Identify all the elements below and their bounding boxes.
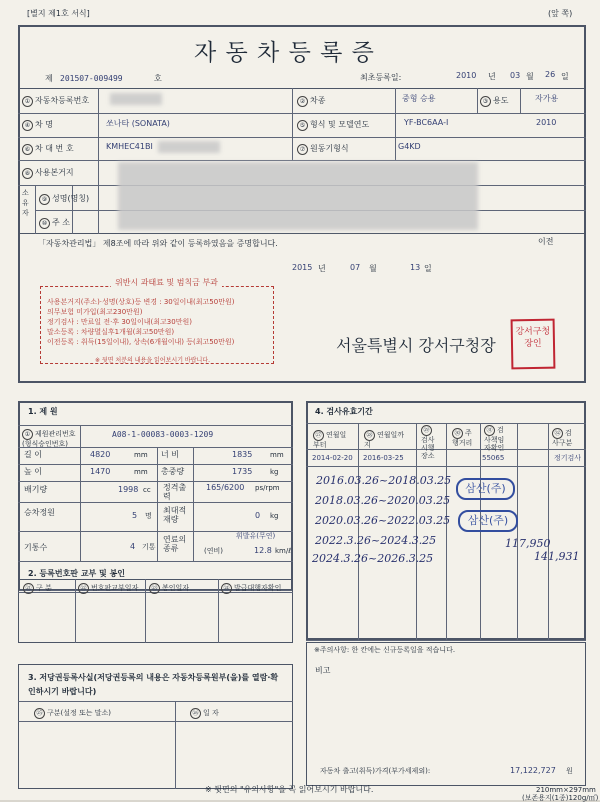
approval-label-text: 제원관리번호(형식승인번호) [22, 430, 76, 448]
paper-size: 210mm×297mm [536, 786, 596, 794]
day-label: 일 [561, 72, 569, 81]
usage-value: 자가용 [535, 94, 559, 103]
circle-8: ⑧ [22, 168, 33, 179]
circle-23: ㉓ [149, 583, 160, 594]
circle-32: ㉜ [552, 428, 563, 439]
engine-type-value: G4KD [398, 142, 421, 151]
first-reg-month: 03 [510, 71, 521, 80]
agent-label [221, 583, 281, 594]
approval-value: A08-1-00083-0003-1209 [112, 430, 214, 439]
circle-11: ① [22, 429, 33, 440]
model-value: YF-BC6AA-I [404, 118, 449, 127]
circle-31: ㉛ [484, 425, 495, 436]
seal-label [149, 583, 189, 594]
owner-address-label [39, 218, 70, 229]
plate-number-label [78, 583, 138, 594]
vin-label [22, 144, 74, 155]
plate-section-title: 2. 등록번호판 교부 및 봉인 [28, 569, 126, 578]
displacement-label: 배기량 [24, 485, 48, 494]
inspection-place-label [421, 425, 439, 460]
power-label: 정격출력 [163, 483, 187, 501]
inspection-type-label [552, 428, 576, 447]
issue-day-label: 일 [424, 264, 432, 273]
r9-label: 성명(명칭) [52, 194, 90, 203]
r1-label: 자동차등록번호 [35, 96, 90, 105]
length-value: 4820 [90, 450, 111, 459]
document-title: 자 동 차 등 록 증 [194, 40, 375, 66]
circle-5: ⑤ [297, 120, 308, 131]
remarks-label: 비고 [315, 666, 331, 675]
r8-label: 사용본거지 [35, 168, 74, 177]
redacted-vin [158, 141, 220, 153]
redacted-registration-number [110, 93, 162, 105]
paper-type: (보존용지(1종)120g/㎡) [522, 794, 599, 802]
form-number: [별지 제1호 서식] [27, 9, 90, 18]
r3-label: 용도 [493, 96, 509, 105]
first-registration-label: 최초등록일: [360, 73, 402, 82]
power-value: 165/6200 [206, 483, 245, 492]
cylinders-label: 기통수 [24, 543, 48, 552]
circle-25: ㉕ [34, 708, 45, 719]
inspection-start-text: 연월일부터 [313, 431, 347, 449]
inspection-section-title: 4. 검사유효기간 [315, 407, 373, 416]
handwritten-row-5: 2024.3.26~2026.3.25 [312, 552, 434, 565]
penalty-item-4: 말소등록 : 차량멸실후1개월(최고50만원) [47, 328, 175, 336]
displacement-unit: cc [143, 486, 151, 494]
circle-6: ⑥ [22, 144, 33, 155]
efficiency-value: 12.8 [254, 546, 272, 555]
officer-text: 검사책임자확인 [484, 426, 505, 452]
mileage-text: 주행거리 [452, 429, 473, 447]
inspection-note: ※주의사항: 한 칸에는 신규등록일을 적습니다. [314, 646, 456, 654]
first-reg-day: 26 [545, 70, 556, 79]
width-value: 1835 [232, 450, 253, 459]
engine-type-label [297, 144, 349, 155]
height-unit: mm [134, 468, 148, 476]
front-side-label: (앞 쪽) [548, 9, 573, 18]
circle-24: ㉔ [221, 583, 232, 594]
plate-number-text: 번호판교부일자 [91, 584, 139, 592]
car-name-label [22, 120, 53, 131]
price-unit: 원 [566, 767, 573, 775]
weight-label: 총중량 [161, 467, 185, 476]
approval-label [22, 429, 80, 448]
r10-label: 주 소 [52, 218, 70, 227]
max-load-label: 최대적재량 [163, 506, 187, 524]
penalty-footer: ※ 뒷면 처분의 내용을 읽어보시기 바랍니다. [95, 357, 211, 364]
mileage-note: 141,931 [534, 550, 580, 563]
capacity-value: 5 [132, 511, 138, 520]
issue-month: 07 [350, 263, 361, 272]
r6-label: 차 대 번 호 [35, 144, 74, 153]
issue-month-label: 월 [369, 264, 377, 273]
handwritten-row-1: 2016.03.26~2018.03.25 [316, 474, 452, 487]
issuer-name: 서울특별시 강서구청장 [336, 336, 496, 355]
power-unit: ps/rpm [255, 484, 280, 492]
penalty-item-3: 정기검사 : 만료일 전·후 30일이내(최고30만원) [47, 318, 192, 326]
model-label [297, 120, 369, 131]
row1-start: 2014-02-20 [312, 454, 353, 462]
row1-end: 2016-03-25 [363, 454, 404, 462]
cert-suffix: 호 [154, 74, 162, 83]
remarks-box [306, 642, 586, 786]
price-value: 17,122,727 [510, 766, 556, 775]
circle-30: ㉚ [452, 428, 463, 439]
circle-26: ㉖ [190, 708, 201, 719]
circle-10: ⑩ [39, 218, 50, 229]
footer-note: ※ 뒷면의 "유의사항"을 꼭 읽어보시기 바랍니다. [205, 785, 374, 794]
cert-prefix: 제 [45, 74, 53, 83]
plate-type-label [23, 583, 52, 594]
inspection-start-label [313, 430, 353, 449]
circle-7: ⑦ [297, 144, 308, 155]
r4-label: 차 명 [35, 120, 53, 129]
fuel-value: 휘발유(무연) [236, 532, 276, 540]
row1-mileage: 55065 [482, 454, 505, 462]
mortgage-type-label [34, 708, 111, 719]
circle-29: ㉙ [421, 425, 432, 436]
displacement-value: 1998 [118, 485, 139, 494]
efficiency-unit: km/ℓ [275, 547, 292, 555]
usage-label [480, 96, 508, 107]
fuel-label: 연료의종류 [163, 535, 187, 553]
circle-2: ② [297, 96, 308, 107]
inspection-type-text: 검사구분 [552, 429, 573, 447]
inspection-stamp-1: 삼산(주) [456, 478, 515, 500]
owner-side-label: 소 유 자 [22, 189, 29, 217]
penalty-notice-box [40, 278, 274, 364]
first-reg-year: 2010 [456, 71, 477, 80]
length-label: 길 이 [24, 450, 42, 459]
capacity-unit: 명 [145, 512, 152, 520]
year-label: 년 [488, 72, 496, 81]
certification-statement: 「자동차관리법」 제8조에 따라 위와 같이 등록하였음을 증명합니다. [38, 239, 278, 248]
circle-28: ㉘ [364, 430, 375, 441]
mortgage-date-label [190, 708, 219, 719]
issuer-seal: 강서구청장인 [511, 319, 556, 370]
penalty-title: 위반시 과태료 및 범칙금 부과 [111, 277, 222, 288]
circle-3: ③ [480, 96, 491, 107]
car-type-value: 중형 승용 [402, 94, 436, 103]
circle-9: ⑨ [39, 194, 50, 205]
r5-label: 형식 및 모델연도 [310, 120, 370, 129]
plate-type-text: 구 분 [36, 584, 52, 592]
car-name-value: 쏘나타 (SONATA) [106, 119, 170, 128]
month-label: 월 [526, 72, 534, 81]
previous-label: 이전 [538, 237, 554, 246]
width-unit: mm [270, 451, 284, 459]
model-year: 2010 [536, 118, 557, 127]
issue-day: 13 [410, 263, 421, 272]
handwritten-row-2: 2018.03.26~2020.03.25 [315, 494, 451, 507]
cylinders-unit: 기통 [142, 543, 156, 551]
penalty-item-2: 의무보험 미가입(최고230만원) [47, 308, 143, 316]
circle-22: ㉒ [78, 583, 89, 594]
redacted-owner-information [118, 162, 478, 230]
mileage-label [452, 428, 474, 447]
penalty-item-1: 사용본거지(주소)·성명(상호)등 변경 : 30일이내(최고50만원) [47, 298, 235, 306]
mortgage-date-text: 일 자 [203, 709, 219, 717]
seal-text: 봉인일자 [162, 584, 190, 592]
penalty-item-5: 이전등록 : 취득(15일이내), 상속(6개월이내) 등(최고50만원) [47, 338, 235, 346]
mileage-note-2: 117,950 [505, 537, 551, 550]
r2-label: 차종 [310, 96, 326, 105]
handwritten-row-3: 2020.03.26~2022.03.25 [315, 514, 451, 527]
circle-27: ㉗ [313, 430, 324, 441]
length-unit: mm [134, 451, 148, 459]
inspection-end-label [364, 430, 410, 449]
row1-type: 정기검사 [554, 454, 582, 462]
mortgage-type-text: 구분(설정 또는 말소) [47, 709, 112, 717]
width-label: 너 비 [161, 450, 179, 459]
spec-section-title: 1. 제 원 [28, 407, 58, 416]
officer-label [484, 425, 510, 452]
inspection-stamp-2: 삼산(주) [458, 510, 518, 532]
cert-number: 201507-009499 [60, 74, 123, 83]
price-label: 자동차 출고(취득)가격(부가세제외): [320, 767, 431, 775]
height-value: 1470 [90, 467, 111, 476]
handwritten-row-4: 2022.3.26~2024.3.25 [315, 534, 437, 547]
max-load-unit: kg [270, 512, 279, 520]
height-label: 높 이 [24, 467, 42, 476]
issue-year: 2015 [292, 263, 313, 272]
registration-number-label [22, 96, 89, 107]
circle-1: ① [22, 96, 33, 107]
capacity-label: 승차정원 [24, 508, 55, 517]
max-load-value: 0 [255, 511, 261, 520]
car-type-label [297, 96, 325, 107]
address-base-label [22, 168, 74, 179]
circle-4: ④ [22, 120, 33, 131]
weight-unit: kg [270, 468, 279, 476]
r7-label: 원동기형식 [310, 144, 349, 153]
owner-name-label [39, 194, 89, 205]
circle-21: ㉑ [23, 583, 34, 594]
mortgage-section-title: 3. 저당권등록사실(저당권등록의 내용은 자동차등록원부(을)를 열람·확인하시기 바랍니다) [28, 673, 279, 696]
cylinders-value: 4 [130, 542, 136, 551]
vin-value: KMHEC41BI [106, 142, 153, 151]
issue-year-label: 년 [318, 264, 326, 273]
inspection-end-text: 연월일까지 [364, 431, 405, 449]
weight-value: 1735 [232, 467, 253, 476]
agent-text: 발급대행자확인 [234, 584, 282, 592]
inspection-place-text: 검사시행장소 [421, 436, 435, 460]
efficiency-label: (연비) [204, 547, 223, 555]
